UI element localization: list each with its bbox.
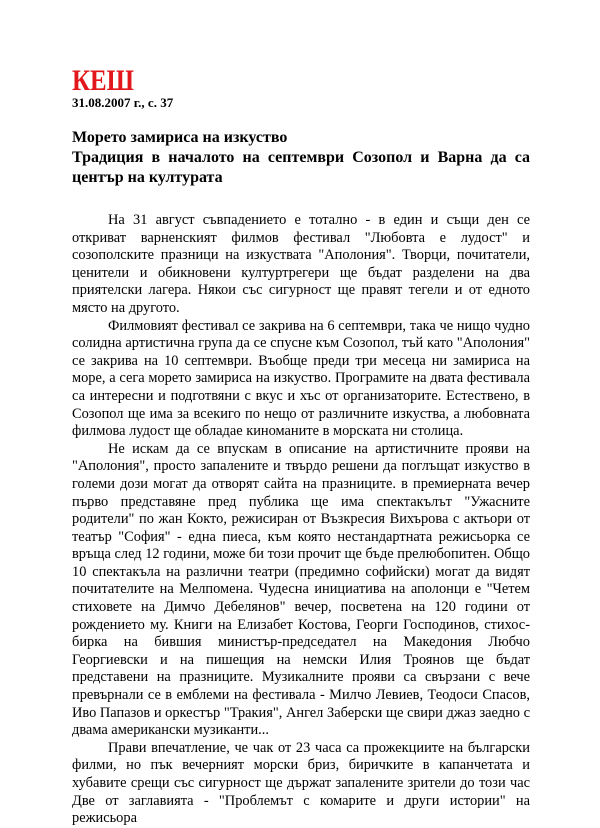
article-headline <box>72 128 530 188</box>
article-body <box>72 212 530 828</box>
article-paragraph: Филмовият фестивал се закрива на 6 септември, така че нищо чудно солидна артистична група да се спусне към Созопол, тъй като "Аполония" се закрива на 10 септември. Въобще преди три месеца ни замириса на море, а сега морето замириса на изкуство. Програмите на двата фестивала са интересни и подготвяни с вкус и хъс от организаторите. Естествено, в Созопол ще има за всекиго по нещо от различните изкуства, а любовната филмова лудост ще обладае киноманите в морската ни столица. <box>72 317 530 440</box>
article-title: Морето замириса на изкуство <box>72 129 288 146</box>
article-paragraph: Прави впечатление, че чак от 23 часа са прожекциите на български филми, но пък вечерният морски бриз, биричките в капанчетата и хубавите срещи със сигурност ще държат запалените зрители до този час Две от заглавията - "Проблемът с комарите и други истории" на режисьора <box>72 739 530 827</box>
kesh-logo <box>72 64 135 97</box>
article-paragraph: На 31 август съвпадението е тотално - в един и същи ден се откриват варненският филмов фестивал "Любовта е лудост" и созополските празници на изкуствата "Аполония". Творци, почитатели, ценители и обикновени културтрегери ще бъдат разделени на два приятелски лагера. Някои със сигурност ще правят тегели и от едното място на другото. <box>72 212 530 316</box>
issue-date-page: 31.08.2007 г., с. 37 <box>72 95 174 110</box>
article-subtitle-line-1: Традиция в началото на септември Созопол и Варна да са <box>72 149 530 166</box>
article-paragraph: Не искам да се впускам в описание на артистичните прояви на "Аполония", просто запалените и твърдо решени да поглъщат изкуство в големи дози могат да отворят сайта на празниците. в премиерната вечер първо представяне пред публика ще има спектакълът "Ужасните родители" по жан Кокто, режисиран от Възкресия Вихърова с актьори от театър "София" - една пиеса, към която нестандартната режисьорка се връща след 12 години, може би този прочит ще бъде прелюбопитен. Общо 10 спектакъла на различни театри (предимно софийски) могат да видят почитателите на Мелпомена. Чудесна инициатива на аполонци е "Четем стиховете на Димчо Дебелянов" вечер, посветена на 120 години от рождението му. Книги на Елизабет Костова, Георги Господинов, стихос-бирка на бившия министър-председател на Македония Любчо Георгиевски и на пишещия на немски Илия Троянов ще бъдат представени на празниците. Музикалните прояви са свързани с вече превърнали се в емблеми на фестивала - Милчо Левиев, Теодоси Спасов, Иво Папазов и оркестър "Тракия", Ангел Заберски ще свири джаз заедно с двама американски музиканти... <box>72 440 530 739</box>
article-subtitle-line-2: център на културата <box>72 169 223 186</box>
publication-logo <box>72 64 135 97</box>
logo-lettering: КЕШ <box>72 64 135 97</box>
